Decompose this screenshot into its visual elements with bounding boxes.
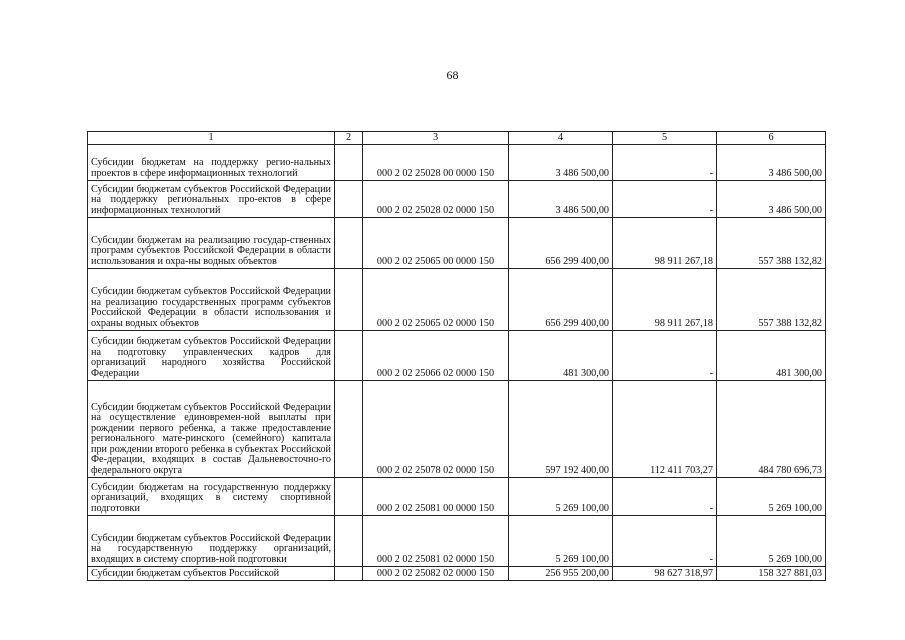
row-col2 [335,381,363,478]
table-header-row [88,132,826,145]
row-col4: 656 299 400,00 [509,269,613,331]
table-row [88,145,826,181]
row-col2 [335,269,363,331]
column-header-2: 2 [335,132,363,145]
row-name: Субсидии бюджетам на поддержку регио-нальных проектов в сфере информационных технологий [88,145,335,181]
row-col2 [335,145,363,181]
row-col4: 256 955 200,00 [509,567,613,581]
row-col2 [335,478,363,516]
row-name: Субсидии бюджетам субъектов Российской Федерации на государственную поддержку организаций, входящих в систему спортив-ной подготовки [88,516,335,567]
row-col5: 112 411 703,27 [613,381,717,478]
table-row [88,218,826,269]
column-header-4: 4 [509,132,613,145]
row-col6: 484 780 696,73 [717,381,826,478]
column-header-1: 1 [88,132,335,145]
column-header-6: 6 [717,132,826,145]
row-name: Субсидии бюджетам на государственную поддержку организаций, входящих в систему спортивной подготовки [88,478,335,516]
row-col5: - [613,516,717,567]
row-code: 000 2 02 25028 02 0000 150 [363,181,509,218]
row-col6: 5 269 100,00 [717,478,826,516]
row-code: 000 2 02 25065 00 0000 150 [363,218,509,269]
row-col6: 158 327 881,03 [717,567,826,581]
row-col4: 597 192 400,00 [509,381,613,478]
row-col5: 98 911 267,18 [613,269,717,331]
row-col4: 481 300,00 [509,331,613,381]
table-row [88,381,826,478]
table-row [88,331,826,381]
row-col2 [335,181,363,218]
row-col6: 3 486 500,00 [717,181,826,218]
column-header-5: 5 [613,132,717,145]
table-row [88,478,826,516]
table-row [88,516,826,567]
row-col6: 5 269 100,00 [717,516,826,567]
row-name: Субсидии бюджетам субъектов Российской Федерации на подготовку управленческих кадров для организаций народного хозяйства Российской Федерации [88,331,335,381]
row-col2 [335,567,363,581]
row-col4: 3 486 500,00 [509,181,613,218]
row-code: 000 2 02 25081 02 0000 150 [363,516,509,567]
table-row [88,567,826,581]
row-code: 000 2 02 25081 00 0000 150 [363,478,509,516]
row-col5: - [613,181,717,218]
table-row [88,181,826,218]
row-col5: - [613,331,717,381]
row-col5: 98 627 318,97 [613,567,717,581]
row-col6: 481 300,00 [717,331,826,381]
row-col6: 557 388 132,82 [717,218,826,269]
row-name: Субсидии бюджетам субъектов Российской [88,567,335,581]
row-name: Субсидии бюджетам на реализацию государ-ственных программ субъектов Российской Федерации в области использования и охра-ны водных объектов [88,218,335,269]
row-code: 000 2 02 25082 02 0000 150 [363,567,509,581]
row-code: 000 2 02 25066 02 0000 150 [363,331,509,381]
row-col2 [335,218,363,269]
row-code: 000 2 02 25078 02 0000 150 [363,381,509,478]
row-col5: - [613,145,717,181]
row-col4: 5 269 100,00 [509,478,613,516]
table-row [88,269,826,331]
row-col4: 656 299 400,00 [509,218,613,269]
row-col5: 98 911 267,18 [613,218,717,269]
row-col2 [335,331,363,381]
row-code: 000 2 02 25028 00 0000 150 [363,145,509,181]
row-name: Субсидии бюджетам субъектов Российской Федерации на осуществление единовремен-ной выплаты при рождении первого ребенка, а также предоставление регионального мате-ринского (семейного) капитала при рождении второго ребенка в субъектах Российской Фе-дерации, входящих в состав Дальневосточно-го федерального округа [88,381,335,478]
row-col5: - [613,478,717,516]
row-col4: 3 486 500,00 [509,145,613,181]
row-col6: 3 486 500,00 [717,145,826,181]
page-number: 68 [446,68,459,82]
row-col6: 557 388 132,82 [717,269,826,331]
row-code: 000 2 02 25065 02 0000 150 [363,269,509,331]
row-name: Субсидии бюджетам субъектов Российской Федерации на поддержку региональных про-ектов в сфере информационных технологий [88,181,335,218]
column-header-3: 3 [363,132,509,145]
row-col4: 5 269 100,00 [509,516,613,567]
row-col2 [335,516,363,567]
budget-table [87,131,826,581]
row-name: Субсидии бюджетам субъектов Российской Федерации на реализацию государственных программ субъектов Российской Федерации в области использования и охраны водных объектов [88,269,335,331]
